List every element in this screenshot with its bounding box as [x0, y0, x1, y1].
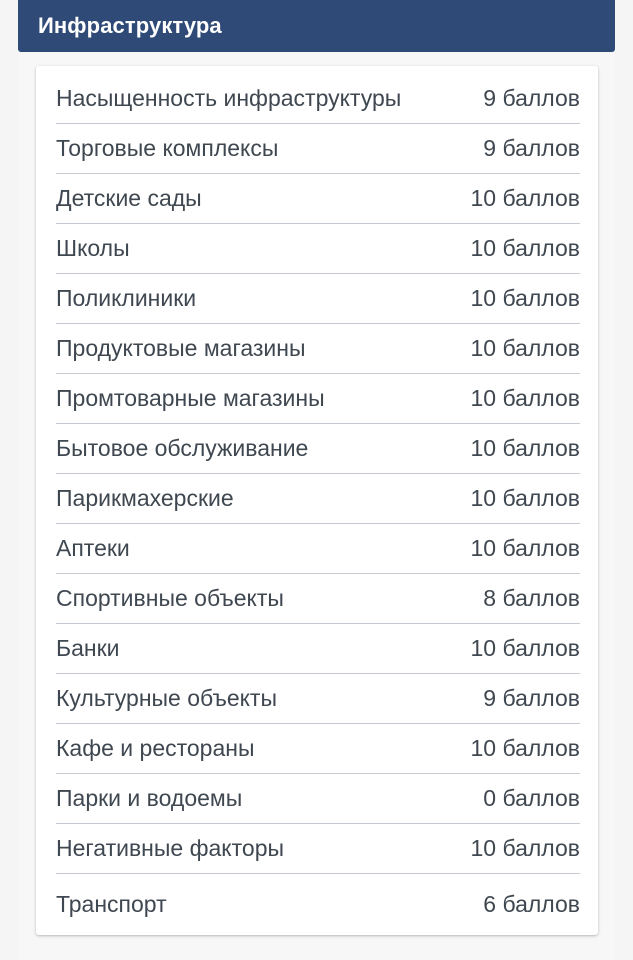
infrastructure-row [56, 74, 580, 124]
row-score: 9 баллов [483, 685, 580, 711]
infrastructure-row [56, 174, 580, 224]
row-label: Транспорт [56, 890, 167, 917]
infrastructure-card [36, 66, 598, 935]
infrastructure-row [56, 824, 580, 874]
row-score: 10 баллов [470, 735, 580, 761]
row-score: 10 баллов [470, 535, 580, 561]
row-label: Парикмахерские [56, 485, 234, 511]
infrastructure-row [56, 874, 580, 934]
row-score: 10 баллов [470, 385, 580, 411]
row-label: Культурные объекты [56, 685, 277, 711]
row-label: Банки [56, 635, 120, 661]
infrastructure-row [56, 224, 580, 274]
row-score: 10 баллов [470, 485, 580, 511]
section-header [18, 0, 615, 52]
infrastructure-list [56, 74, 580, 934]
infrastructure-row [56, 474, 580, 524]
row-score: 10 баллов [470, 835, 580, 861]
infrastructure-row [56, 424, 580, 474]
row-score: 6 баллов [483, 890, 580, 917]
infrastructure-row [56, 124, 580, 174]
infrastructure-row [56, 374, 580, 424]
row-label: Торговые комплексы [56, 135, 279, 161]
row-score: 10 баллов [470, 235, 580, 261]
row-label: Негативные факторы [56, 835, 285, 861]
row-label: Аптеки [56, 535, 130, 561]
row-label: Бытовое обслуживание [56, 435, 309, 461]
infrastructure-row [56, 724, 580, 774]
row-label: Детские сады [56, 185, 202, 211]
section-title: Инфраструктура [38, 13, 222, 38]
infrastructure-row [56, 574, 580, 624]
row-score: 10 баллов [470, 285, 580, 311]
row-score: 10 баллов [470, 635, 580, 661]
row-label: Промтоварные магазины [56, 385, 325, 411]
infrastructure-row [56, 774, 580, 824]
infrastructure-section [18, 0, 615, 960]
infrastructure-row [56, 324, 580, 374]
infrastructure-row [56, 624, 580, 674]
infrastructure-row [56, 674, 580, 724]
row-label: Насыщенность инфраструктуры [56, 85, 402, 111]
row-label: Продуктовые магазины [56, 335, 306, 361]
row-score: 10 баллов [470, 335, 580, 361]
row-label: Поликлиники [56, 285, 197, 311]
row-label: Спортивные объекты [56, 585, 284, 611]
row-score: 9 баллов [483, 85, 580, 111]
row-score: 8 баллов [483, 585, 580, 611]
row-score: 10 баллов [470, 185, 580, 211]
row-score: 10 баллов [470, 435, 580, 461]
row-score: 9 баллов [483, 135, 580, 161]
row-label: Кафе и рестораны [56, 735, 255, 761]
infrastructure-row [56, 274, 580, 324]
row-score: 0 баллов [483, 785, 580, 811]
infrastructure-row [56, 524, 580, 574]
row-label: Школы [56, 235, 130, 261]
row-label: Парки и водоемы [56, 785, 243, 811]
